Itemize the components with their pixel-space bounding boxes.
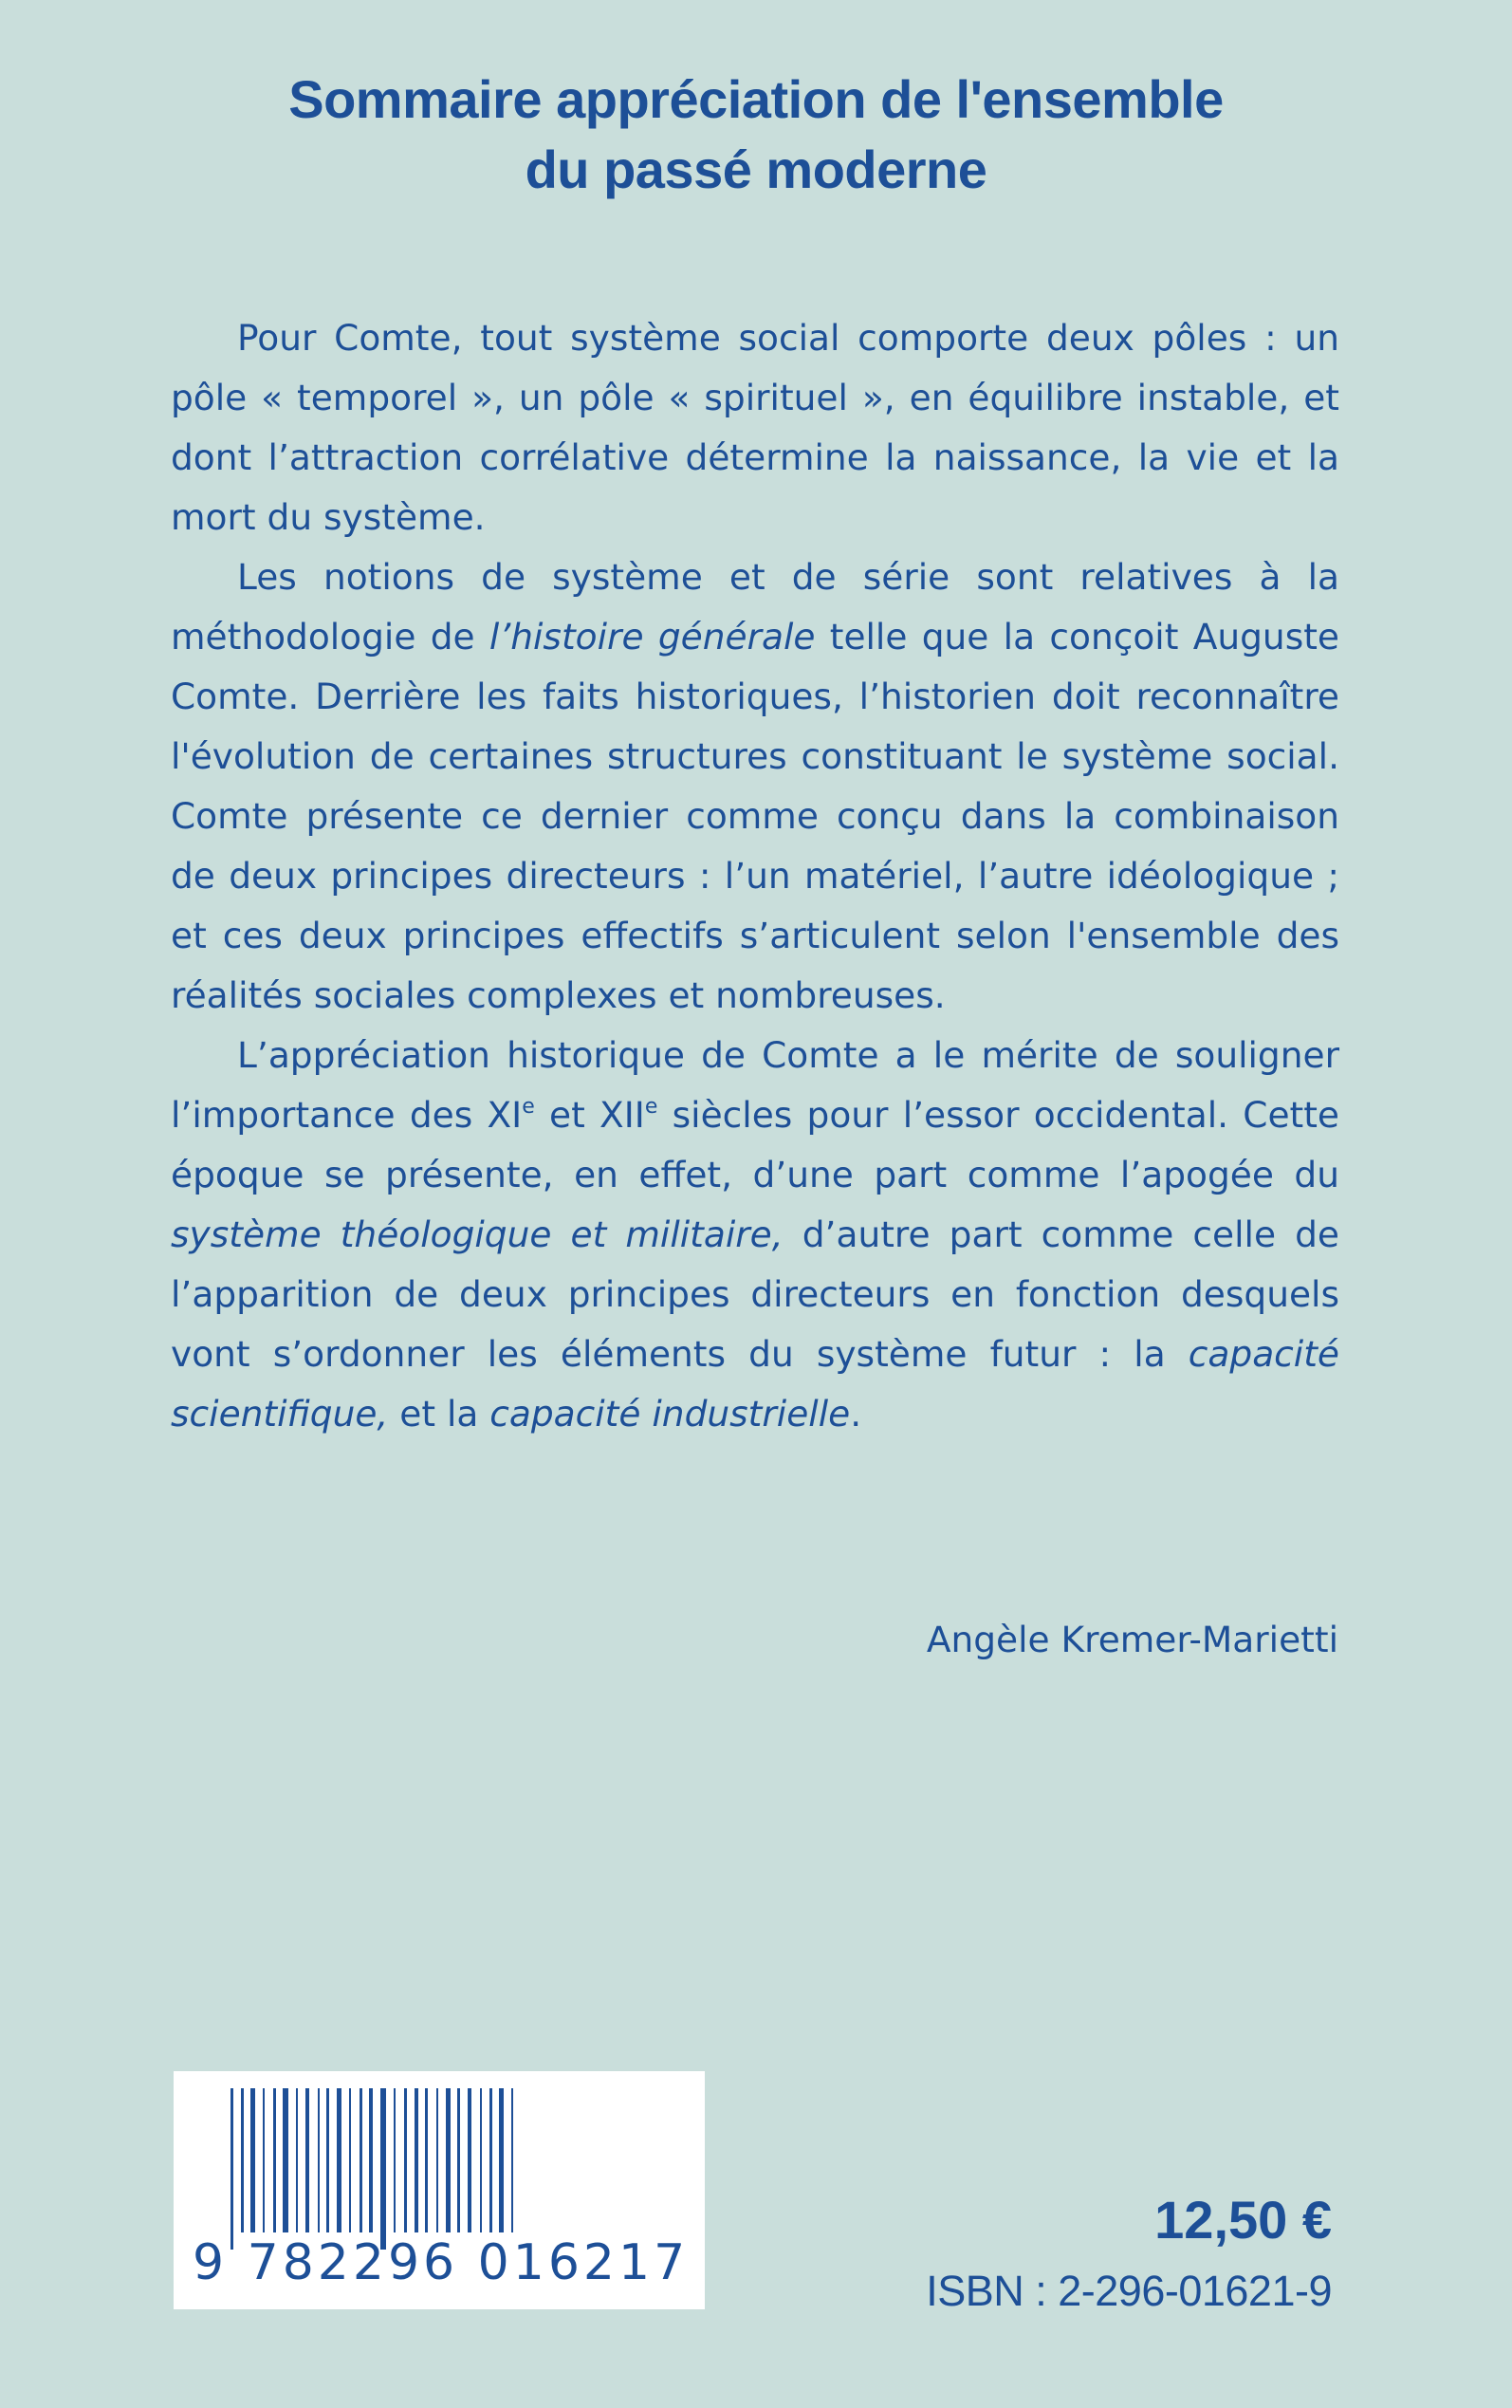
paragraph-3-part: . — [850, 1393, 862, 1435]
book-title — [0, 65, 1512, 205]
barcode-bar — [446, 2088, 451, 2232]
barcode-bar — [326, 2088, 329, 2232]
paragraph-3-part: d’autre part comme celle de l’apparition de deux principes directeurs en fonction desquels vont s’ordonner les éléments du système futur : la — [171, 1213, 1339, 1375]
paragraph-1: Pour Comte, tout système social comporte deux pôles : un pôle « temporel », un pôle « spirituel », en équilibre instable, et dont l’attraction corrélative détermine la naissance, la vie et la mort du système. — [171, 317, 1339, 538]
paragraph-3-italic: capacité industrielle — [489, 1393, 851, 1435]
barcode-bar — [360, 2088, 362, 2232]
paragraph-2 — [171, 547, 1339, 1026]
barcode-bar — [263, 2088, 265, 2232]
barcode-bar — [436, 2088, 438, 2232]
paragraph-2-part: telle que la conçoit Auguste Comte. Derrière les faits historiques, l’historien doit reconnaître l'évolution de certaines structures constituant le système social. Comte présente ce dernier comme conçu dans la combinaison de deux principes directeurs : l’un matériel, l’autre idéologique ; et ces deux principes effectifs s’articulent selon l'ensemble des réalités sociales complexes et nombreuses. — [171, 616, 1339, 1016]
isbn: ISBN : 2-296-01621-9 — [926, 2267, 1332, 2315]
barcode-bar — [489, 2088, 492, 2232]
barcode-bar — [305, 2088, 309, 2232]
barcode-bar — [394, 2088, 396, 2232]
paragraph-2-italic: l’histoire générale — [489, 616, 816, 658]
title-line-2: du passé moderne — [525, 139, 987, 199]
price: 12,50 € — [1154, 2190, 1332, 2250]
barcode-bar — [380, 2088, 386, 2250]
barcode-bar — [369, 2088, 373, 2232]
barcode-bar — [337, 2088, 341, 2232]
author-name: Angèle Kremer-Marietti — [926, 1619, 1338, 1660]
paragraph-3 — [171, 1026, 1339, 1444]
barcode-bar — [415, 2088, 418, 2232]
barcode-bar — [480, 2088, 482, 2232]
barcode-bar — [241, 2088, 244, 2232]
barcode-bar — [296, 2088, 298, 2232]
barcode-bar — [273, 2088, 276, 2232]
barcode-bar — [230, 2088, 233, 2250]
back-cover-text — [171, 308, 1339, 1444]
paragraph-2-part: Les notions de système et de série sont relatives à la méthodologie de — [171, 556, 1339, 658]
barcode-bar — [468, 2088, 471, 2232]
barcode-bar — [457, 2088, 460, 2232]
paragraph-3-part: L’appréciation historique de Comte a le mérite de souligner l’importance des XI — [171, 1034, 1339, 1136]
barcode-digits: 9 782296 016217 — [193, 2234, 690, 2291]
barcode-bar — [250, 2088, 255, 2232]
barcode-bar — [511, 2088, 513, 2232]
barcode-bar — [349, 2088, 351, 2232]
barcode-bar — [318, 2088, 320, 2232]
barcode-bar — [404, 2088, 407, 2232]
superscript: e — [644, 1095, 658, 1119]
title-line-1: Sommaire appréciation de l'ensemble — [288, 69, 1224, 129]
barcode-bar — [425, 2088, 428, 2232]
barcode — [174, 2071, 705, 2309]
barcode-bar — [499, 2088, 504, 2232]
paragraph-3-italic: système théologique et militaire, — [171, 1213, 784, 1255]
paragraph-3-part: et la — [388, 1393, 490, 1435]
paragraph-3-part: siècles pour l’essor occidental. Cette époque se présente, en effet, d’une part comme l’apogée du — [171, 1094, 1340, 1195]
paragraph-3-italic: capacité scientifique, — [171, 1333, 1339, 1435]
superscript: e — [522, 1095, 535, 1119]
paragraph-3-part: et XII — [534, 1094, 645, 1136]
barcode-bar — [283, 2088, 288, 2232]
